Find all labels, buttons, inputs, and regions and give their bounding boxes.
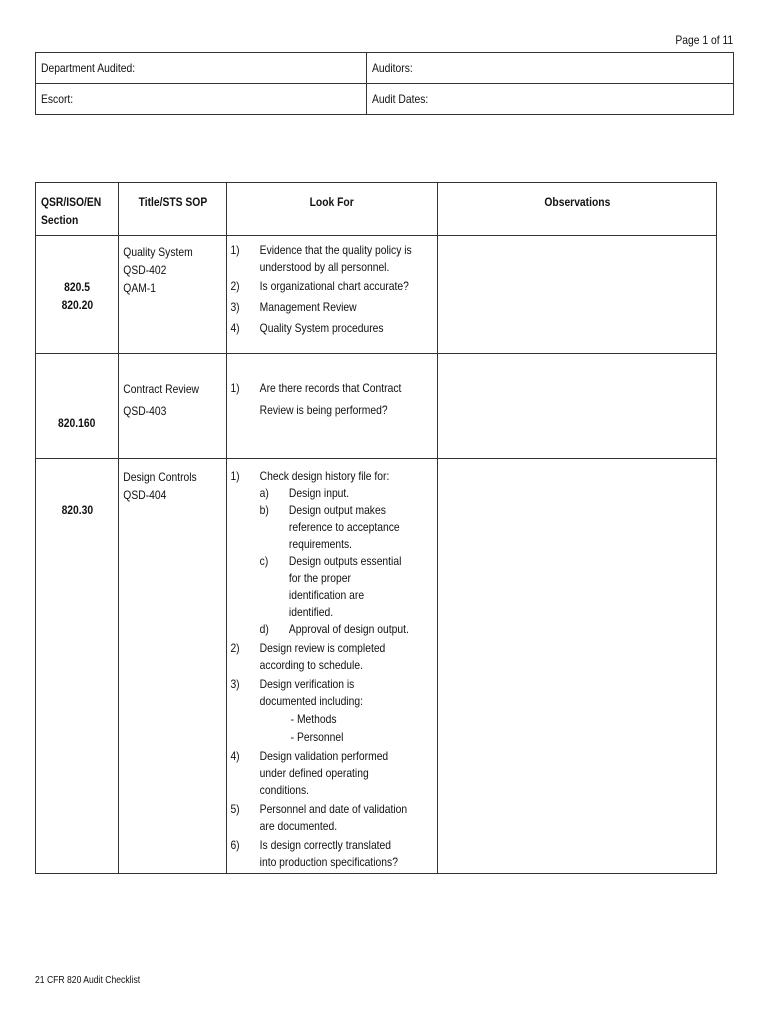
department-audited-cell: Department Audited:	[36, 53, 367, 84]
look-for-item: 4) Design validation performed under defined operating conditions.	[230, 749, 389, 797]
look-for-item: 3) Management Review	[230, 300, 357, 314]
page-number: Page 1 of 11	[675, 33, 733, 47]
sop-code: QSD-402	[123, 263, 167, 277]
audit-checklist-table	[35, 182, 717, 874]
look-for-item: 2) Design review is completed according to schedule.	[230, 641, 386, 672]
title-cell	[119, 459, 227, 874]
section-code: 820.160	[58, 416, 96, 430]
section-cell	[36, 236, 119, 354]
look-for-item: 1) Evidence that the quality policy is understood by all personnel.	[230, 243, 412, 274]
audit-dates-cell: Audit Dates:	[367, 84, 734, 115]
verification-subitem: - Personnel	[290, 730, 344, 744]
look-for-cell	[227, 354, 438, 459]
look-for-subitem: c) Design outputs essential for the proper identification are identified.	[259, 554, 402, 619]
section-cell	[36, 354, 119, 459]
table-row	[36, 236, 717, 354]
look-for-subitem: d) Approval of design output.	[259, 622, 409, 636]
sop-code: QSD-403	[123, 404, 167, 418]
verification-subitem: - Methods	[290, 712, 337, 726]
col-header-section: QSR/ISO/EN Section	[36, 183, 119, 236]
look-for-item: 4) Quality System procedures	[230, 321, 384, 335]
section-code: 820.20	[61, 298, 93, 312]
look-for-item: 3) Design verification is documented including:	[230, 677, 363, 708]
table-header-row	[36, 183, 717, 236]
observations-cell[interactable]	[438, 354, 717, 459]
look-for-item: 1) Are there records that Contract Review is being performed?	[230, 381, 402, 417]
look-for-item: 5) Personnel and date of validation are documented.	[230, 802, 408, 833]
section-cell	[36, 459, 119, 874]
look-for-subitem: b) Design output makes reference to acceptance requirements.	[259, 503, 400, 551]
title-cell	[119, 354, 227, 459]
table-row	[36, 354, 717, 459]
col-header-observations: Observations	[438, 183, 717, 236]
col-header-title: Title/STS SOP	[119, 183, 227, 236]
footer-text: 21 CFR 820 Audit Checklist	[35, 975, 141, 986]
look-for-cell	[227, 459, 438, 874]
col-header-look-for: Look For	[227, 183, 438, 236]
table-row	[36, 459, 717, 874]
title-line: Contract Review	[123, 382, 200, 396]
look-for-cell	[227, 236, 438, 354]
section-code: 820.5	[64, 280, 90, 294]
look-for-item: 6) Is design correctly translated into production specifications?	[230, 838, 398, 869]
look-for-item: 1) Check design history file for:	[230, 469, 390, 483]
title-cell	[119, 236, 227, 354]
auditors-cell: Auditors:	[367, 53, 734, 84]
escort-cell: Escort:	[36, 84, 367, 115]
sop-code: QSD-404	[123, 488, 167, 502]
section-code: 820.30	[61, 503, 93, 517]
title-line: Design Controls	[123, 470, 197, 484]
title-line: Quality System	[123, 245, 193, 259]
observations-cell[interactable]	[438, 236, 717, 354]
observations-cell[interactable]	[438, 459, 717, 874]
sop-code: QAM-1	[123, 281, 156, 295]
audit-header-table	[35, 52, 734, 115]
look-for-item: 2) Is organizational chart accurate?	[230, 279, 409, 293]
look-for-subitem: a) Design input.	[259, 486, 350, 500]
